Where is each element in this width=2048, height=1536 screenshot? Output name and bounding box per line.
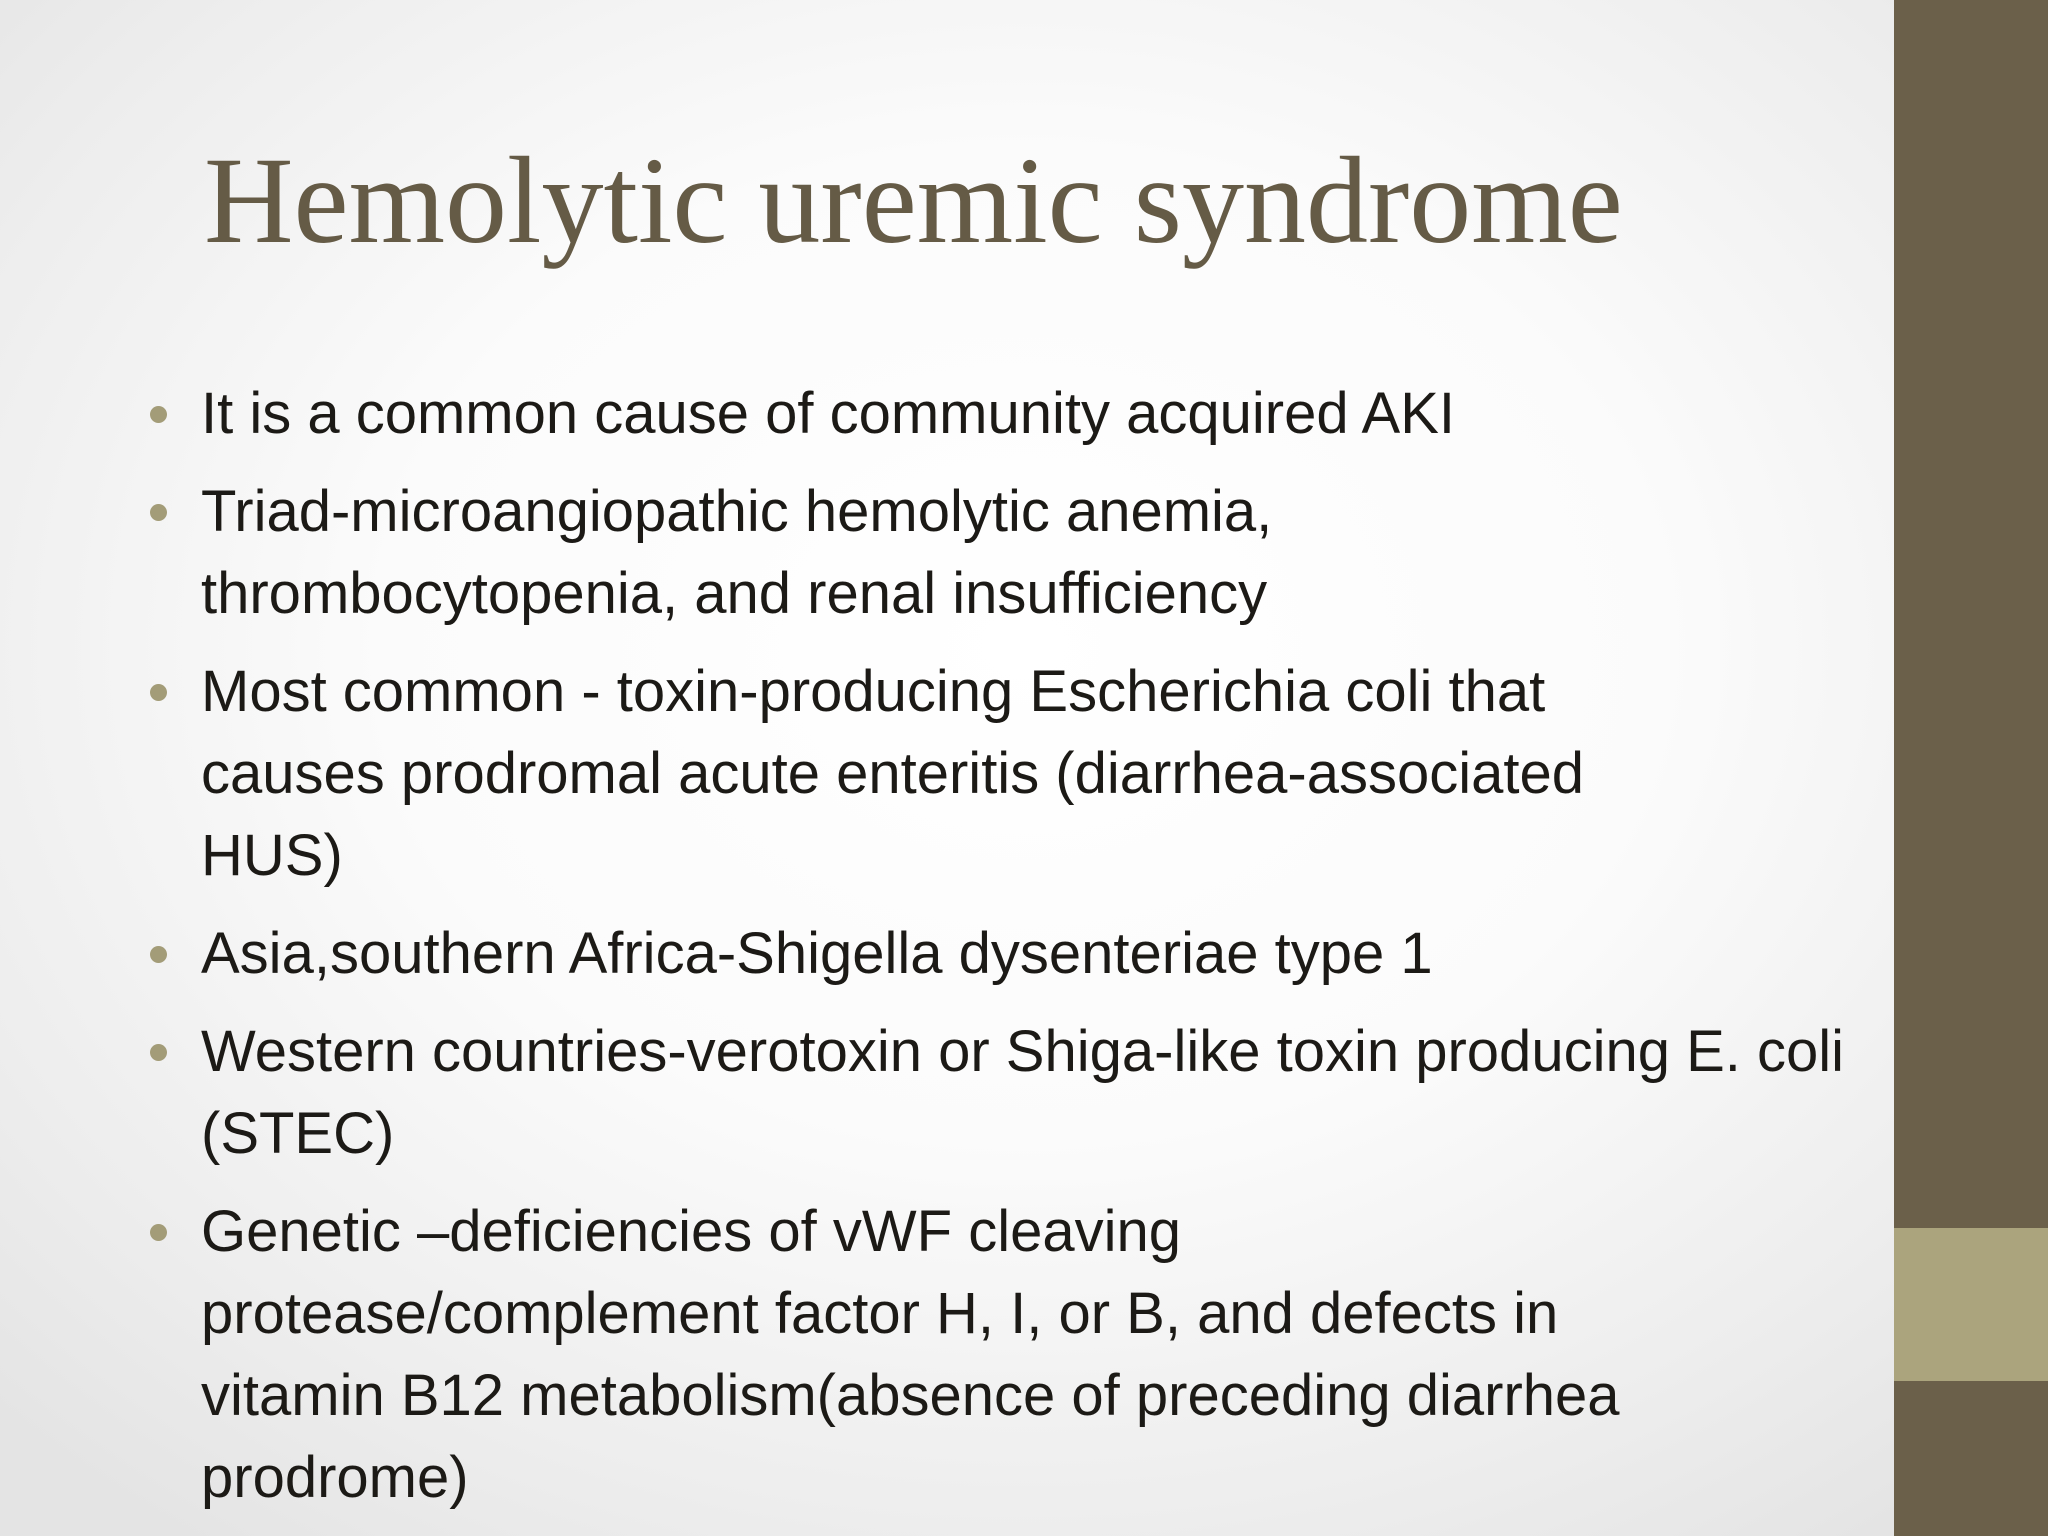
slide-title: Hemolytic uremic syndrome [204,132,1623,269]
bullet-text: Most common - toxin-producing Escherichia coli that causes prodromal acute enteritis (diarrhea-associated HUS) [201,659,1585,888]
bullet-text: Asia,southern Africa-Shigella dysenteriae type 1 [201,921,1433,986]
side-accent-block [1894,1228,2048,1381]
bullet-item [150,1191,1850,1519]
bullet-dot-icon [150,504,167,521]
bullet-dot-icon [150,946,167,963]
bullet-item [150,651,1850,897]
bullet-item [150,373,1850,455]
bullet-item [150,913,1850,995]
bullet-dot-icon [150,1224,167,1241]
bullet-item [150,1011,1850,1175]
bullet-text: Triad-microangiopathic hemolytic anemia, thrombocytopenia, and renal insufficiency [201,479,1273,626]
bullet-item [150,471,1850,635]
bullet-dot-icon [150,406,167,423]
bullet-text: It is a common cause of community acquired AKI [201,381,1455,446]
bullet-text: Genetic –deficiencies of vWF cleaving protease/complement factor H, I, or B, and defects in vitamin B12 metabolism(absence of preceding diarrhea prodrome) [201,1199,1620,1510]
bullet-dot-icon [150,684,167,701]
bullet-text: Western countries-verotoxin or Shiga-like toxin producing E. coli (STEC) [201,1019,1845,1166]
bullet-dot-icon [150,1044,167,1061]
bullet-list [150,373,1850,1519]
